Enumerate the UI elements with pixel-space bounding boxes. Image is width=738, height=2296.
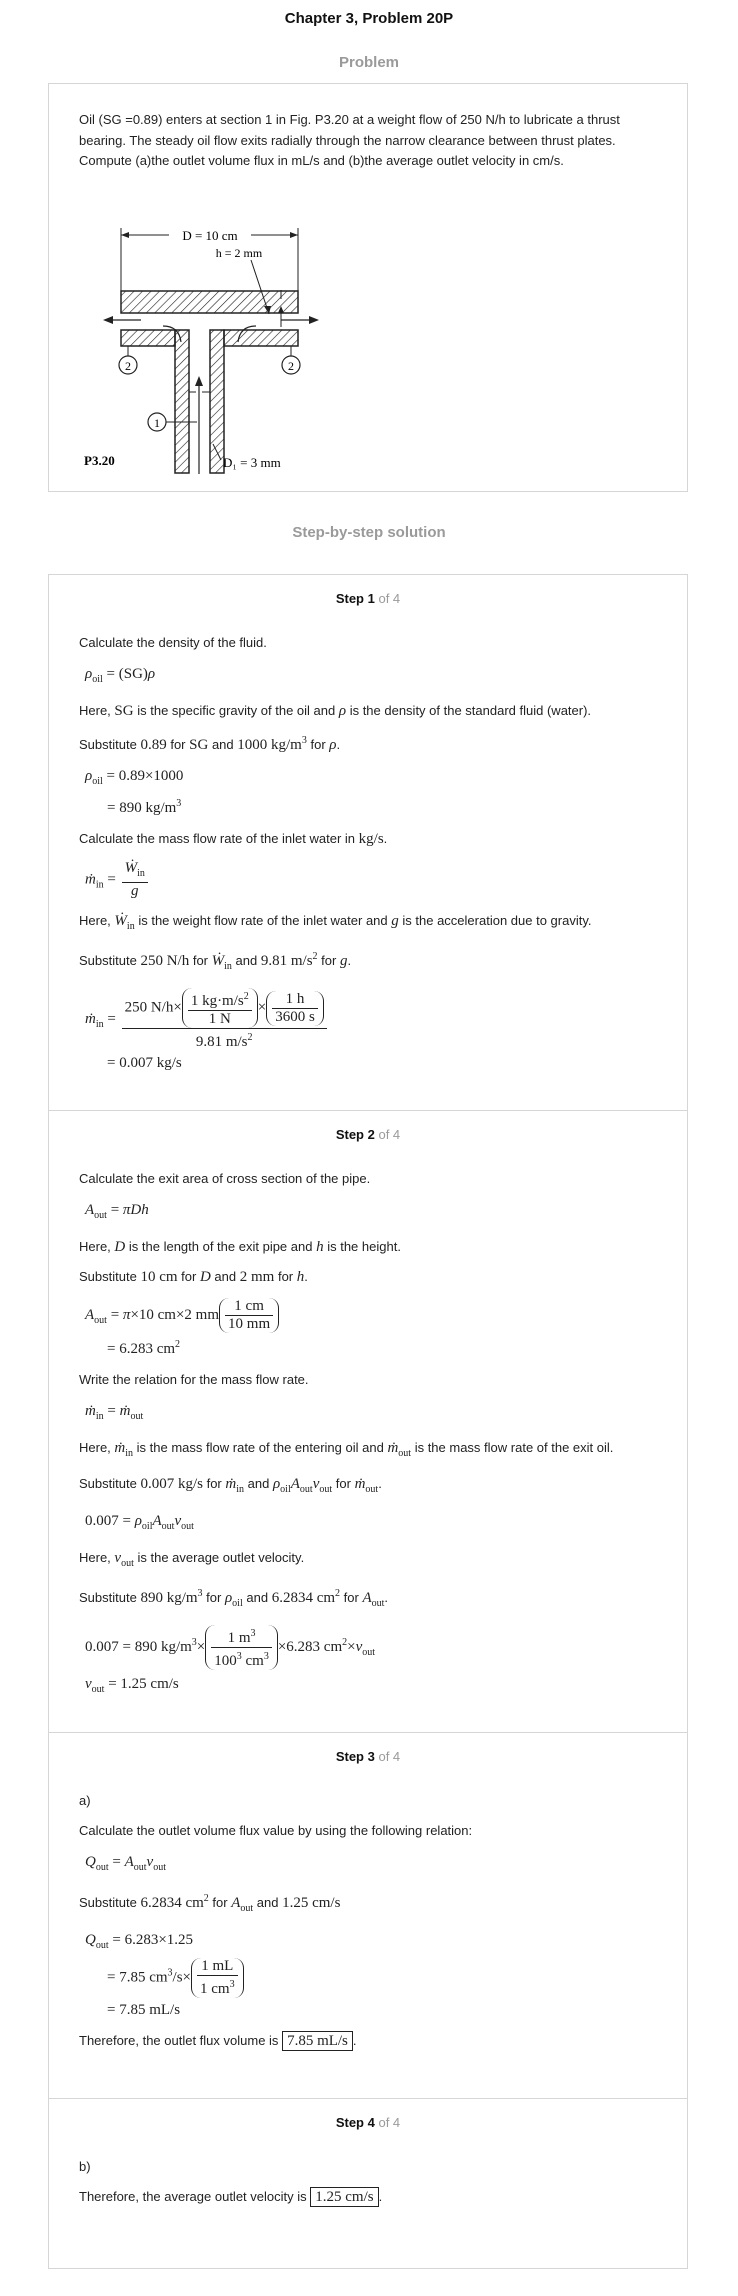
h-label: h = 2 mm	[215, 246, 263, 260]
steps-box	[48, 574, 688, 2269]
equation: $A_{out} = \pi Dh$	[85, 1202, 149, 1221]
equation: ṁ$_{in}$ = 250 N/h× $\frac{1 kg\cdot m/s^2}{1 N}$ × $\frac{1 h}{3600 s}$ 9.81 $m/s^2$	[85, 988, 657, 1051]
figure-p3-20	[84, 222, 381, 482]
chapter-title: Chapter 3, Problem 20P	[284, 10, 454, 27]
bottom-plate-left	[121, 330, 175, 346]
step-text: Calculate the mass flow rate of the inlet water in kg/s.	[79, 831, 388, 847]
step-text: Therefore, the outlet flux volume is 7.85 mL/s .	[79, 2033, 357, 2049]
equation: $\rho_{oil} = (SG)\rho$	[85, 666, 156, 685]
equation: = 0.007 kg/s	[107, 1055, 182, 1071]
answer-box: 7.85 mL/s	[282, 2031, 353, 2051]
svg-text:2: 2	[288, 359, 294, 373]
problem-heading: Problem	[338, 54, 399, 71]
part-label: a)	[79, 1793, 91, 1808]
step-header: Step 2 of 4	[335, 1127, 401, 1142]
step-header: Step 3 of 4	[335, 1749, 401, 1764]
equation: ṁ$_{in}$ = $\frac{Ẇ_{in}}{g}$	[85, 860, 657, 900]
equation: $0.007 = \rho_{oil}A_{out}v_{out}$	[85, 1513, 194, 1532]
equation: $A_{out} = \pi\times 10$ cm×2 mm $\frac{1 cm}{10 mm}$	[85, 1298, 657, 1333]
step-text: Write the relation for the mass flow rate.	[79, 1372, 309, 1387]
d1-label: D₁ = 3 mm	[223, 455, 281, 470]
step-text: Substitute 10 cm for D and 2 mm for h.	[79, 1269, 308, 1285]
step-text: Substitute 0.89 for SG and 1000 $kg/m^3$ for ρ.	[79, 735, 341, 753]
step-header: Step 4 of 4	[335, 2115, 401, 2130]
equation: ṁ$_{in}$ = ṁ$_{out}$	[85, 1403, 144, 1422]
figure-label: P3.20	[84, 453, 115, 468]
equation: $Q_{out} = 6.283\times 1.25$	[85, 1932, 194, 1951]
step-text: Calculate the exit area of cross section of the pipe.	[79, 1171, 371, 1186]
top-plate	[121, 291, 298, 313]
d-label: D = 10 cm	[182, 228, 238, 243]
svg-text:2: 2	[125, 359, 131, 373]
step-text: Here, Ẇ$_{in}$ is the weight flow rate of the inlet water and g is the acceleration due to gravity.	[79, 913, 592, 932]
equation: = 890 $kg/m^3$	[107, 798, 182, 816]
step-header: Step 1 of 4	[335, 591, 401, 606]
step-1	[49, 575, 687, 1111]
equation: $Q_{out} = A_{out}v_{out}$	[85, 1854, 166, 1873]
part-label: b)	[79, 2159, 91, 2174]
step-text: Substitute 890 $kg/m^3$ for $\rho_{oil}$ and 6.2834 $cm^2$ for $A_{out}$.	[79, 1588, 389, 1609]
equation: $v_{out} = 1.25$ cm/s	[85, 1676, 179, 1695]
step-text: Here, SG is the specific gravity of the oil and ρ is the density of the standard fluid (water).	[79, 703, 592, 719]
step-text: Substitute 6.2834 $cm^2$ for $A_{out}$ and 1.25 cm/s	[79, 1893, 341, 1914]
step-text: Substitute 0.007 kg/s for ṁ$_{in}$ and $\rho_{oil}A_{out}v_{out}$ for ṁ$_{out}$.	[79, 1476, 382, 1495]
step-3	[49, 1733, 687, 2099]
bottom-plate-right	[224, 330, 298, 346]
problem-text: Oil (SG =0.89) enters at section 1 in Fig. P3.20 at a weight flow of 250 N/h to lubricate a thrust bearing. The steady oil flow exits radially through the narrow clearance between thrust plates. Compute (a)the outlet volume flux in mL/s and (b)the average outlet velocity in cm/s.	[79, 112, 620, 168]
step-text: Calculate the density of the fluid.	[79, 635, 267, 650]
answer-box: 1.25 cm/s	[310, 2187, 378, 2207]
equation: $\rho_{oil} = 0.89\times 1000$	[85, 768, 184, 787]
problem-box	[48, 83, 688, 492]
step-text: Substitute 250 N/h for Ẇ$_{in}$ and 9.81 $m/s^2$ for g.	[79, 951, 352, 972]
step-text: Here, $v_{out}$ is the average outlet velocity.	[79, 1550, 305, 1569]
step-text: Therefore, the average outlet velocity is 1.25 cm/s .	[79, 2189, 383, 2205]
equation: = 7.85 $cm^3/s\times$ $\frac{1 mL}{1 cm^3}$	[107, 1958, 657, 1998]
step-text: Calculate the outlet volume flux value by using the following relation:	[79, 1823, 473, 1838]
step-text: Here, ṁ$_{in}$ is the mass flow rate of the entering oil and ṁ$_{out}$ is the mass flow rate of the exit oil.	[79, 1440, 614, 1459]
solution-heading: Step-by-step solution	[292, 524, 446, 541]
step-text: Here, D is the length of the exit pipe and h is the height.	[79, 1239, 401, 1255]
pipe-wall-left	[175, 330, 189, 473]
svg-text:1: 1	[154, 416, 160, 430]
equation: = 6.283 $cm^2$	[107, 1339, 181, 1357]
equation: 0.007 = 890 $kg/m^3\times$ $\frac{1 m^3}{100^3 cm^3}$ ×6.283 $cm^2\times v_{out}$	[85, 1625, 657, 1670]
step-2	[49, 1111, 687, 1733]
equation: = 7.85 mL/s	[107, 2002, 181, 2018]
step-4	[49, 2099, 687, 2268]
